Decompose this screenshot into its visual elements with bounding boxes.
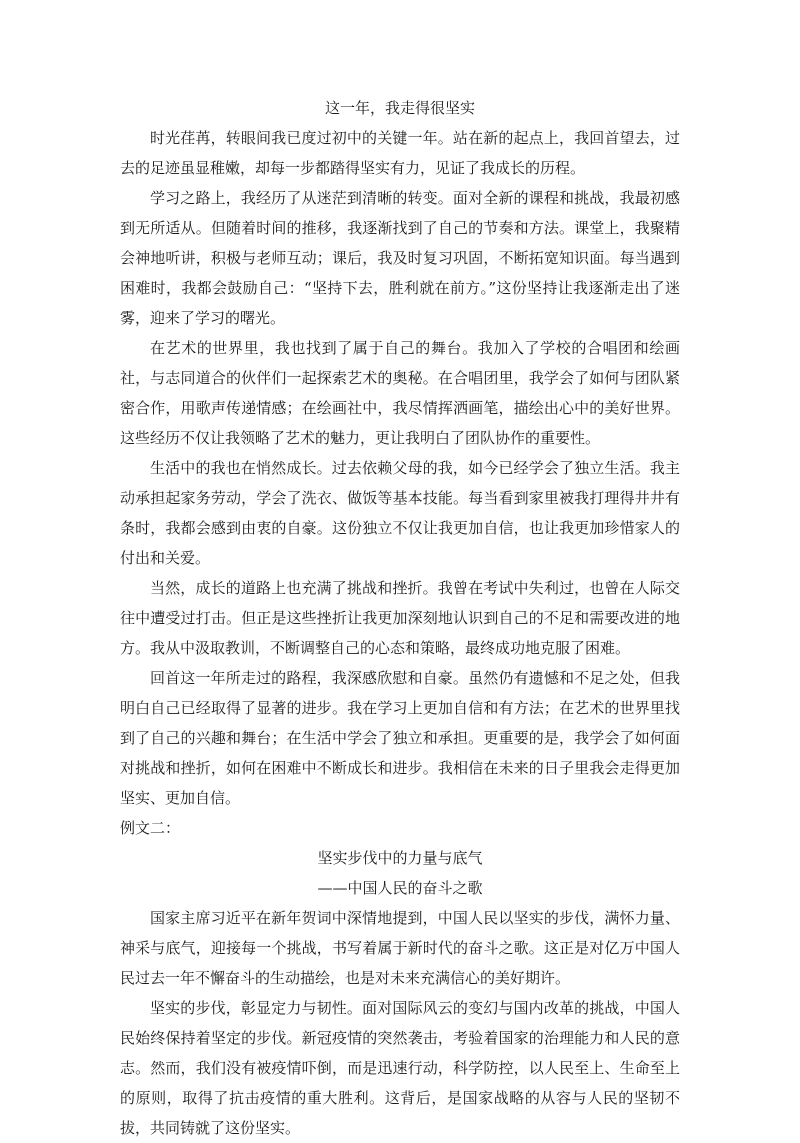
essay-2-paragraph-1: 国家主席习近平在新年贺词中深情地提到，中国人民以坚实的步伐，满怀力量、神采与底气，迎接每一个挑战，书写着属于新时代的奋斗之歌。这正是对亿万中国人民过去一年不懈奋斗的生动描绘，也是对未来充满信心的美好期许。 [120,909,680,987]
essay-2-subtitle: ——中国人民的奋斗之歌 [317,879,483,897]
essay-1-paragraph-4: 生活中的我也在悄然成长。过去依赖父母的我，如今已经学会了独立生活。我主动承担起家务劳动，学会了洗衣、做饭等基本技能。每当看到家里被我打理得井井有条时，我都会感到由衷的自豪。这份独立不仅让我更加自信，也让我更加珍惜家人的付出和关爱。 [120,459,680,567]
essay-1-paragraph-6: 回首这一年所走过的路程，我深感欣慰和自豪。虽然仍有遗憾和不足之处，但我明白自己已经取得了显著的进步。我在学习上更加自信和有方法；在艺术的世界里找到了自己的兴趣和舞台；在生活中学会了独立和承担。更重要的是，我学会了如何面对挑战和挫折，如何在困难中不断成长和进步。我相信在未来的日子里我会走得更加坚实、更加自信。 [120,669,680,807]
essay-1-paragraph-1: 时光荏苒，转眼间我已度过初中的关键一年。站在新的起点上，我回首望去，过去的足迹虽显稚嫩，却每一步都踏得坚实有力，见证了我成长的历程。 [120,129,680,177]
essay-2-title: 坚实步伐中的力量与底气 [317,849,483,867]
document-page [120,93,680,1143]
essay-1-paragraph-5: 当然，成长的道路上也充满了挑战和挫折。我曾在考试中失利过，也曾在人际交往中遭受过打击。但正是这些挫折让我更加深刻地认识到自己的不足和需要改进的地方。我从中汲取教训，不断调整自己的心态和策略，最终成功地克服了困难。 [120,579,680,657]
example-label: 例文二： [120,819,181,837]
essay-1-paragraph-2: 学习之路上，我经历了从迷茫到清晰的转变。面对全新的课程和挑战，我最初感到无所适从。但随着时间的推移，我逐渐找到了自己的节奏和方法。课堂上，我聚精会神地听讲，积极与老师互动；课后，我及时复习巩固，不断拓宽知识面。每当遇到困难时，我都会鼓励自己：“坚持下去，胜利就在前方。”这份坚持让我逐渐走出了迷雾，迎来了学习的曙光。 [120,189,680,327]
essay-1-title: 这一年，我走得很坚实 [324,99,475,117]
essay-2-paragraph-2: 坚实的步伐，彰显定力与韧性。面对国际风云的变幻与国内改革的挑战，中国人民始终保持着坚定的步伐。新冠疫情的突然袭击，考验着国家的治理能力和人民的意志。然而，我们没有被疫情吓倒，而是迅速行动，科学防控，以人民至上、生命至上的原则，取得了抗击疫情的重大胜利。这背后，是国家战略的从容与人民的坚韧不拔，共同铸就了这份坚实。 [120,999,680,1137]
essay-1-paragraph-3: 在艺术的世界里，我也找到了属于自己的舞台。我加入了学校的合唱团和绘画社，与志同道合的伙伴们一起探索艺术的奥秘。在合唱团里，我学会了如何与团队紧密合作，用歌声传递情感；在绘画社中，我尽情挥洒画笔，描绘出心中的美好世界。这些经历不仅让我领略了艺术的魅力，更让我明白了团队协作的重要性。 [120,339,680,447]
